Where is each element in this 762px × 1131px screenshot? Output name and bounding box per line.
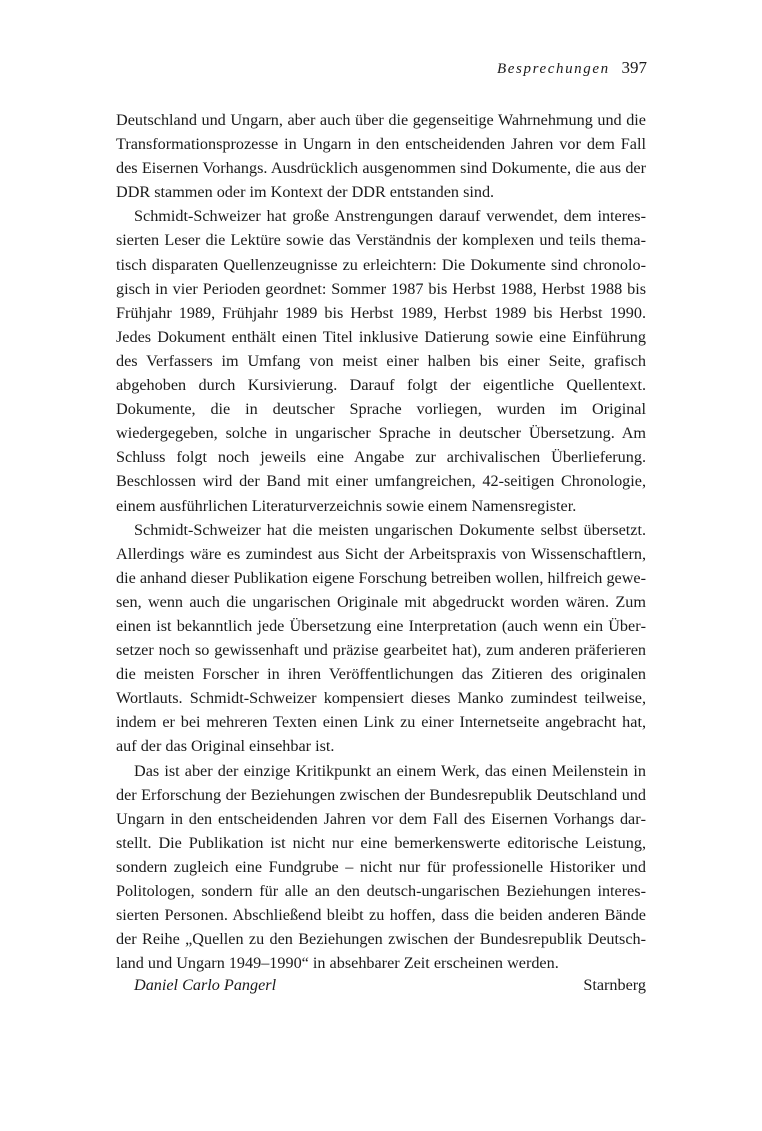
running-head-section: Besprechungen [497, 61, 610, 77]
paragraph-2: Schmidt-Schweizer hat große Anstrengungen darauf verwendet, dem interessierten Leser die Lektüre sowie das Verständnis der komplexen und teils thematisch disparaten Quellenzeugnisse zu erleichtern: Die Dokumente sind chronologisch in vier Perioden geordnet: Sommer 1987 bis Herbst 1988, Herbst 1988 bis Frühjahr 1989, Frühjahr 1989 bis Herbst 1989, Herbst 1989 bis Herbst 1990. Jedes Dokument enthält einen Titel inklusive Datierung sowie eine Einführung des Verfassers im Umfang von meist einer halben bis einer Seite, grafisch abgehoben durch Kursivierung. Darauf folgt der eigentliche Quellentext. Dokumente, die in deutscher Sprache vorliegen, wurden im Original wiedergegeben, solche in ungarischer Sprache in deutscher Übersetzung. Am Schluss folgt noch jeweils eine Angabe zur archivalischen Überlieferung. Beschlossen wird der Band mit einer umfangreichen, 42-seitigen Chronologie, einem ausführlichen Literaturverzeichnis sowie einem Namensregister. [116, 207, 646, 515]
review-signature [134, 973, 646, 997]
paragraph-3: Schmidt-Schweizer hat die meisten ungarischen Dokumente selbst übersetzt. Allerdings wäre es zumindest aus Sicht der Arbeitspraxis von Wissenschaftlern, die anhand dieser Publikation eigene Forschung betreiben wollen, hilfreich gewesen, wenn auch die ungarischen Originale mit abgedruckt worden wären. Zum einen ist bekanntlich jede Übersetzung eine Interpretation (auch wenn ein Übersetzer noch so gewissenhaft und präzise gearbeitet hat), zum anderen präferieren die meisten Forscher in ihren Veröffentlichungen das Zitieren des originalen Wortlauts. Schmidt-Schweizer kompensiert dieses Manko zumindest teilweise, indem er bei mehreren Texten einen Link zu einer Internetseite angebracht hat, auf der das Original einsehbar ist. [116, 520, 646, 756]
paragraph-4: Das ist aber der einzige Kritikpunkt an einem Werk, das einen Meilenstein in der Erforschung der Beziehungen zwischen der Bundesrepublik Deutschland und Ungarn in den entscheidenden Jahren vor dem Fall des Eisernen Vorhangs darstellt. Die Publikation ist nicht nur eine bemerkenswerte editorische Leistung, sondern zugleich eine Fundgrube – nicht nur für professionelle Historiker und Politologen, sondern für alle an den deutsch-ungarischen Beziehungen interessierten Personen. Abschließend bleibt zu hoffen, dass die beiden anderen Bände der Reihe „Quellen zu den Beziehungen zwischen der Bundesrepublik Deutschland und Ungarn 1949–1990“ in absehbarer Zeit erscheinen werden. [116, 761, 646, 973]
paragraph-1: Deutschland und Ungarn, aber auch über die gegenseitige Wahrnehmung und die Transformationsprozesse in Ungarn in den entscheidenden Jahren vor dem Fall des Eisernen Vorhangs. Ausdrücklich ausgenommen sind Dokumente, die aus der DDR stammen oder im Kontext der DDR entstanden sind. [116, 111, 646, 202]
page-number: 397 [621, 58, 647, 77]
body-text [116, 108, 646, 975]
reviewer-place: Starnberg [583, 976, 646, 994]
running-head [497, 58, 647, 79]
reviewer-name: Daniel Carlo Pangerl [134, 976, 277, 994]
